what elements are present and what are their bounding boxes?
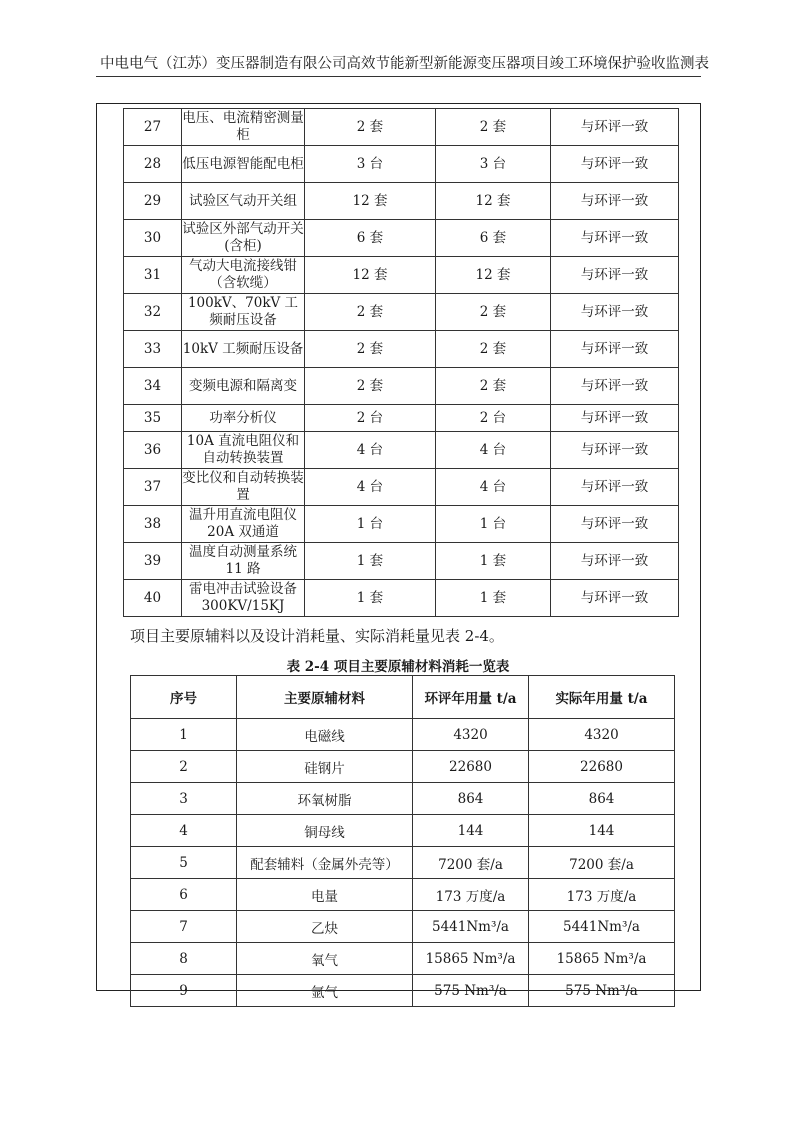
table-row xyxy=(124,580,679,617)
row-number: 29 xyxy=(124,183,182,220)
table-row xyxy=(124,405,679,432)
table-row xyxy=(124,109,679,146)
row-number: 31 xyxy=(124,257,182,294)
equipment-name: 10kV 工频耐压设备 xyxy=(182,331,305,368)
equipment-name: 低压电源智能配电柜 xyxy=(182,146,305,183)
actual-usage: 144 xyxy=(529,815,675,847)
remark: 与环评一致 xyxy=(551,220,679,257)
material-name: 电量 xyxy=(237,879,413,911)
actual-usage: 5441Nm³/a xyxy=(529,911,675,943)
remark: 与环评一致 xyxy=(551,146,679,183)
equipment-name: 试验区气动开关组 xyxy=(182,183,305,220)
eia-usage: 22680 xyxy=(413,751,529,783)
table-row xyxy=(124,368,679,405)
equipment-name: 100kV、70kV 工频耐压设备 xyxy=(182,294,305,331)
material-name: 乙炔 xyxy=(237,911,413,943)
remark: 与环评一致 xyxy=(551,183,679,220)
actual-quantity: 1 套 xyxy=(436,543,551,580)
body-paragraph: 项目主要原辅料以及设计消耗量、实际消耗量见表 2-4。 xyxy=(130,627,504,645)
equipment-name: 雷电冲击试验设备 300KV/15KJ xyxy=(182,580,305,617)
materials-table xyxy=(130,675,675,1007)
table-row xyxy=(124,257,679,294)
eia-quantity: 2 套 xyxy=(305,331,436,368)
actual-usage: 864 xyxy=(529,783,675,815)
material-name: 电磁线 xyxy=(237,719,413,751)
eia-quantity: 12 套 xyxy=(305,183,436,220)
eia-usage: 4320 xyxy=(413,719,529,751)
table-row xyxy=(124,469,679,506)
remark: 与环评一致 xyxy=(551,543,679,580)
material-name: 环氧树脂 xyxy=(237,783,413,815)
eia-usage: 173 万度/a xyxy=(413,879,529,911)
eia-usage: 575 Nm³/a xyxy=(413,975,529,1007)
eia-quantity: 3 台 xyxy=(305,146,436,183)
actual-usage: 4320 xyxy=(529,719,675,751)
table-row xyxy=(131,783,675,815)
eia-quantity: 2 套 xyxy=(305,368,436,405)
row-number: 37 xyxy=(124,469,182,506)
table-row xyxy=(124,543,679,580)
remark: 与环评一致 xyxy=(551,405,679,432)
remark: 与环评一致 xyxy=(551,257,679,294)
table-row xyxy=(124,183,679,220)
row-number: 2 xyxy=(131,751,237,783)
material-name: 铜母线 xyxy=(237,815,413,847)
actual-usage: 173 万度/a xyxy=(529,879,675,911)
actual-quantity: 12 套 xyxy=(436,257,551,294)
actual-quantity: 2 套 xyxy=(436,294,551,331)
equipment-name: 10A 直流电阻仪和自动转换装置 xyxy=(182,432,305,469)
row-number: 34 xyxy=(124,368,182,405)
header-actual-usage: 实际年用量 t/a xyxy=(529,676,675,719)
eia-quantity: 1 套 xyxy=(305,580,436,617)
header-material: 主要原辅材料 xyxy=(237,676,413,719)
row-number: 3 xyxy=(131,783,237,815)
remark: 与环评一致 xyxy=(551,331,679,368)
header-eia-usage: 环评年用量 t/a xyxy=(413,676,529,719)
equipment-name: 功率分析仪 xyxy=(182,405,305,432)
eia-quantity: 4 台 xyxy=(305,432,436,469)
actual-quantity: 2 套 xyxy=(436,109,551,146)
eia-quantity: 2 套 xyxy=(305,294,436,331)
actual-quantity: 2 套 xyxy=(436,331,551,368)
table-row xyxy=(124,146,679,183)
table-row xyxy=(124,506,679,543)
row-number: 5 xyxy=(131,847,237,879)
actual-usage: 22680 xyxy=(529,751,675,783)
eia-usage: 15865 Nm³/a xyxy=(413,943,529,975)
equipment-name: 温升用直流电阻仪 20A 双通道 xyxy=(182,506,305,543)
equipment-table xyxy=(123,108,679,617)
row-number: 28 xyxy=(124,146,182,183)
table-row xyxy=(131,943,675,975)
eia-quantity: 6 套 xyxy=(305,220,436,257)
remark: 与环评一致 xyxy=(551,580,679,617)
table-row xyxy=(131,975,675,1007)
actual-quantity: 3 台 xyxy=(436,146,551,183)
material-name: 氩气 xyxy=(237,975,413,1007)
actual-quantity: 1 套 xyxy=(436,580,551,617)
eia-usage: 7200 套/a xyxy=(413,847,529,879)
table-row xyxy=(131,751,675,783)
eia-quantity: 1 套 xyxy=(305,543,436,580)
eia-quantity: 12 套 xyxy=(305,257,436,294)
eia-quantity: 4 台 xyxy=(305,469,436,506)
table-caption: 表 2-4 项目主要原辅材料消耗一览表 xyxy=(286,659,510,675)
actual-usage: 7200 套/a xyxy=(529,847,675,879)
table-row xyxy=(124,294,679,331)
table-header-row xyxy=(131,676,675,719)
header-number: 序号 xyxy=(131,676,237,719)
actual-usage: 15865 Nm³/a xyxy=(529,943,675,975)
table-row xyxy=(131,879,675,911)
row-number: 8 xyxy=(131,943,237,975)
eia-quantity: 1 台 xyxy=(305,506,436,543)
actual-quantity: 6 套 xyxy=(436,220,551,257)
material-name: 配套辅料（金属外壳等） xyxy=(237,847,413,879)
equipment-name: 变频电源和隔离变 xyxy=(182,368,305,405)
actual-quantity: 1 台 xyxy=(436,506,551,543)
actual-usage: 575 Nm³/a xyxy=(529,975,675,1007)
row-number: 9 xyxy=(131,975,237,1007)
actual-quantity: 2 套 xyxy=(436,368,551,405)
row-number: 32 xyxy=(124,294,182,331)
row-number: 1 xyxy=(131,719,237,751)
row-number: 33 xyxy=(124,331,182,368)
table-row xyxy=(131,815,675,847)
eia-quantity: 2 套 xyxy=(305,109,436,146)
row-number: 35 xyxy=(124,405,182,432)
remark: 与环评一致 xyxy=(551,506,679,543)
row-number: 27 xyxy=(124,109,182,146)
remark: 与环评一致 xyxy=(551,368,679,405)
table-row xyxy=(131,847,675,879)
eia-usage: 5441Nm³/a xyxy=(413,911,529,943)
actual-quantity: 4 台 xyxy=(436,469,551,506)
row-number: 7 xyxy=(131,911,237,943)
eia-usage: 864 xyxy=(413,783,529,815)
actual-quantity: 2 台 xyxy=(436,405,551,432)
row-number: 6 xyxy=(131,879,237,911)
actual-quantity: 4 台 xyxy=(436,432,551,469)
header-divider xyxy=(96,76,701,77)
eia-usage: 144 xyxy=(413,815,529,847)
equipment-name: 气动大电流接线钳（含软缆） xyxy=(182,257,305,294)
table-row xyxy=(131,911,675,943)
equipment-name: 温度自动测量系统 11 路 xyxy=(182,543,305,580)
row-number: 30 xyxy=(124,220,182,257)
equipment-name: 试验区外部气动开关(含柜) xyxy=(182,220,305,257)
table-row xyxy=(131,719,675,751)
remark: 与环评一致 xyxy=(551,294,679,331)
row-number: 38 xyxy=(124,506,182,543)
remark: 与环评一致 xyxy=(551,469,679,506)
row-number: 40 xyxy=(124,580,182,617)
table-row xyxy=(124,432,679,469)
row-number: 4 xyxy=(131,815,237,847)
material-name: 氧气 xyxy=(237,943,413,975)
remark: 与环评一致 xyxy=(551,109,679,146)
remark: 与环评一致 xyxy=(551,432,679,469)
eia-quantity: 2 台 xyxy=(305,405,436,432)
row-number: 36 xyxy=(124,432,182,469)
equipment-name: 电压、电流精密测量柜 xyxy=(182,109,305,146)
page-header: 中电电气（江苏）变压器制造有限公司高效节能新型新能源变压器项目竣工环境保护验收监测表 xyxy=(100,56,709,72)
equipment-name: 变比仪和自动转换装置 xyxy=(182,469,305,506)
actual-quantity: 12 套 xyxy=(436,183,551,220)
row-number: 39 xyxy=(124,543,182,580)
table-row xyxy=(124,220,679,257)
table-row xyxy=(124,331,679,368)
material-name: 硅钢片 xyxy=(237,751,413,783)
